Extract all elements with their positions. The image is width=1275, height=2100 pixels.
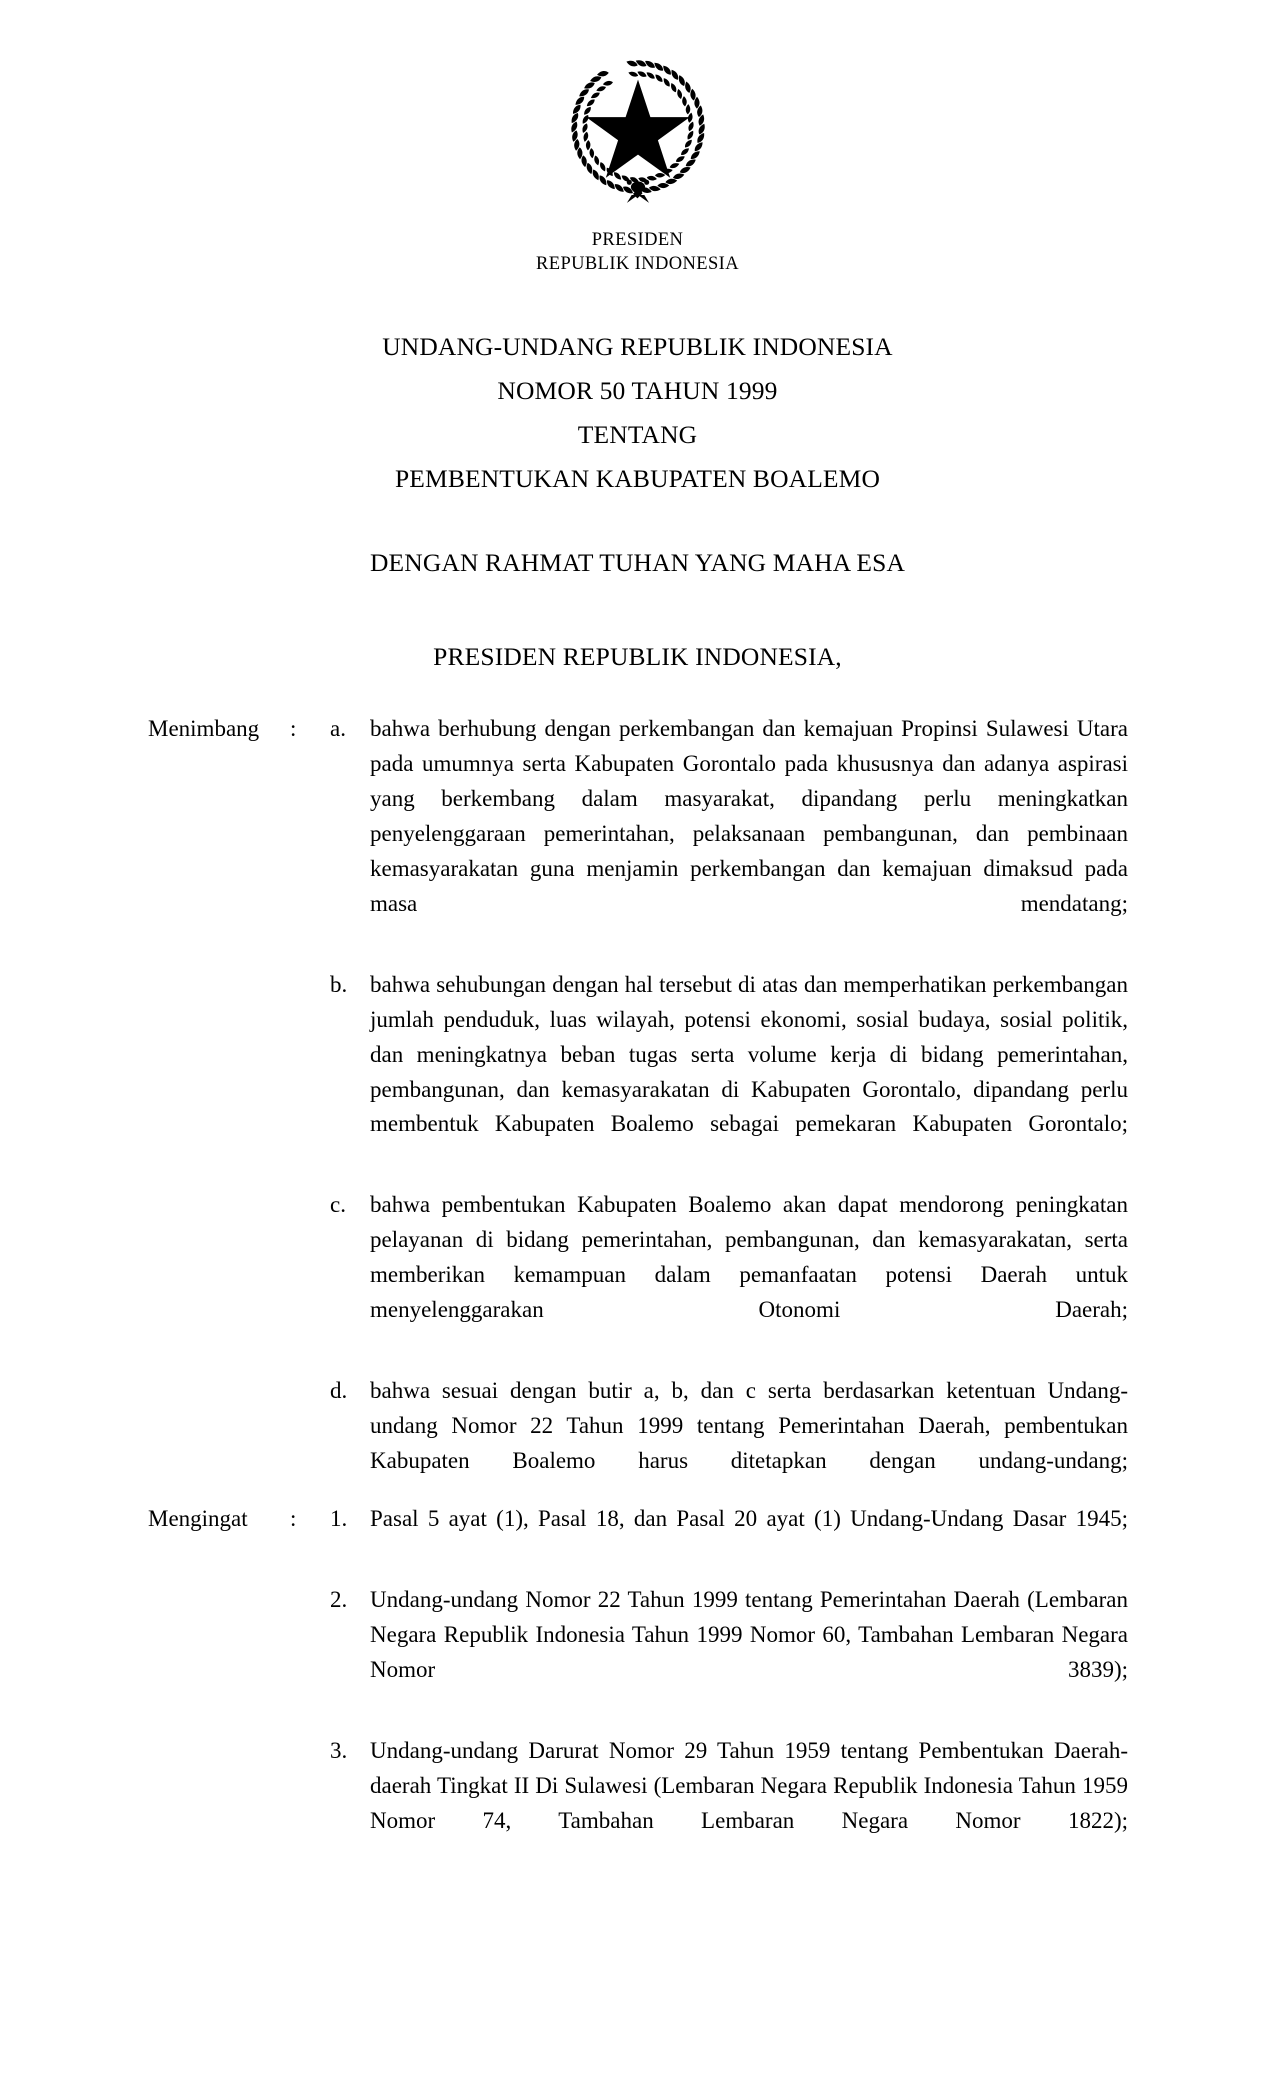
- item-marker: d.: [330, 1378, 348, 1404]
- list-item: [330, 1502, 1128, 1572]
- enactment-formula: [0, 548, 1275, 578]
- item-marker: c.: [330, 1192, 346, 1218]
- masthead-line-presiden: PRESIDEN: [591, 230, 684, 250]
- mengingat-label: Mengingat: [148, 1506, 248, 1531]
- item-marker: 2.: [330, 1586, 348, 1612]
- menimbang-colon: :: [290, 716, 297, 741]
- section-mengingat: [148, 1502, 1128, 1874]
- document-title-block: [0, 325, 1275, 500]
- emblem-container: [0, 48, 1275, 206]
- title-law-type: UNDANG-UNDANG REPUBLIK INDONESIA: [382, 332, 893, 361]
- authority-line-block: [0, 642, 1275, 672]
- title-subject: PEMBENTUKAN KABUPATEN BOALEMO: [394, 463, 881, 493]
- item-marker: 1.: [330, 1506, 348, 1531]
- menimbang-label: Menimbang: [148, 716, 260, 741]
- list-item: [330, 1583, 1128, 1723]
- presidential-star-wreath-icon: [559, 48, 717, 206]
- menimbang-items: [330, 712, 1128, 1514]
- item-text: Undang-undang Darurat Nomor 29 Tahun 1959 tentang Pembentukan Daerah-daerah Tingkat II Di Sulawesi (Lembaran Negara Republik Indonesia Tahun 1959 Nomor 74, Tambahan Lembaran Negara Nomor 1822);: [370, 1737, 1128, 1833]
- item-marker: a.: [330, 716, 346, 741]
- mengingat-colon: :: [290, 1506, 297, 1531]
- list-item: [330, 712, 1128, 957]
- title-tentang-label: TENTANG: [577, 419, 698, 449]
- enactment-line: DENGAN RAHMAT TUHAN YANG MAHA ESA: [369, 548, 906, 577]
- masthead: [0, 228, 1275, 276]
- mengingat-items: [330, 1502, 1128, 1874]
- list-item: [330, 1374, 1128, 1514]
- item-text: Undang-undang Nomor 22 Tahun 1999 tentang Pemerintahan Daerah (Lembaran Negara Republik Indonesia Tahun 1999 Nomor 60, Tambahan Lembaran Negara Nomor 3839);: [370, 1586, 1128, 1682]
- section-menimbang: [148, 712, 1128, 1514]
- item-text: bahwa pembentukan Kabupaten Boalemo akan dapat mendorong peningkatan pelayanan di bidang pemerintahan, pembangunan, dan kemasyarakatan, serta memberikan kemampuan dalam pemanfaatan potensi Daerah untuk menyelenggarakan Otonomi Daerah;: [370, 1192, 1128, 1323]
- item-marker: b.: [330, 971, 348, 997]
- item-text: bahwa sehubungan dengan hal tersebut di atas dan memperhatikan perkembangan jumlah penduduk, luas wilayah, potensi ekonomi, sosial budaya, sosial politik, dan meningkatnya beban tugas serta volume kerja di bidang pemerintahan, pembangunan, dan kemasyarakatan di Kabupaten Gorontalo, dipandang perlu membentuk Kabupaten Boalemo sebagai pemekaran Kabupaten Gorontalo;: [370, 971, 1128, 1137]
- item-text: bahwa sesuai dengan butir a, b, dan c serta berdasarkan ketentuan Undang-undang Nomor 22 Tahun 1999 tentang Pemerintahan Daerah, pembentukan Kabupaten Boalemo harus ditetapkan dengan undang-undang;: [370, 1378, 1128, 1474]
- list-item: [330, 1188, 1128, 1363]
- item-text: bahwa berhubung dengan perkembangan dan kemajuan Propinsi Sulawesi Utara pada umumnya serta Kabupaten Gorontalo pada khususnya dan adanya aspirasi yang berkembang dalam masyarakat, dipandang perlu meningkatkan penyelenggaraan pemerintahan, pelaksanaan pembangunan, dan pembinaan kemasyarakatan guna menjamin perkembangan dan kemajuan dimaksud pada masa mendatang;: [370, 716, 1128, 916]
- title-number-year: NOMOR 50 TAHUN 1999: [497, 375, 778, 405]
- authority-line: PRESIDEN REPUBLIK INDONESIA,: [433, 642, 842, 671]
- item-marker: 3.: [330, 1737, 348, 1763]
- masthead-line-republik-indonesia: REPUBLIK INDONESIA: [536, 254, 739, 275]
- list-item: [330, 1734, 1128, 1874]
- list-item: [330, 968, 1128, 1178]
- item-text: Pasal 5 ayat (1), Pasal 18, dan Pasal 20 ayat (1) Undang-Undang Dasar 1945;: [370, 1506, 1128, 1531]
